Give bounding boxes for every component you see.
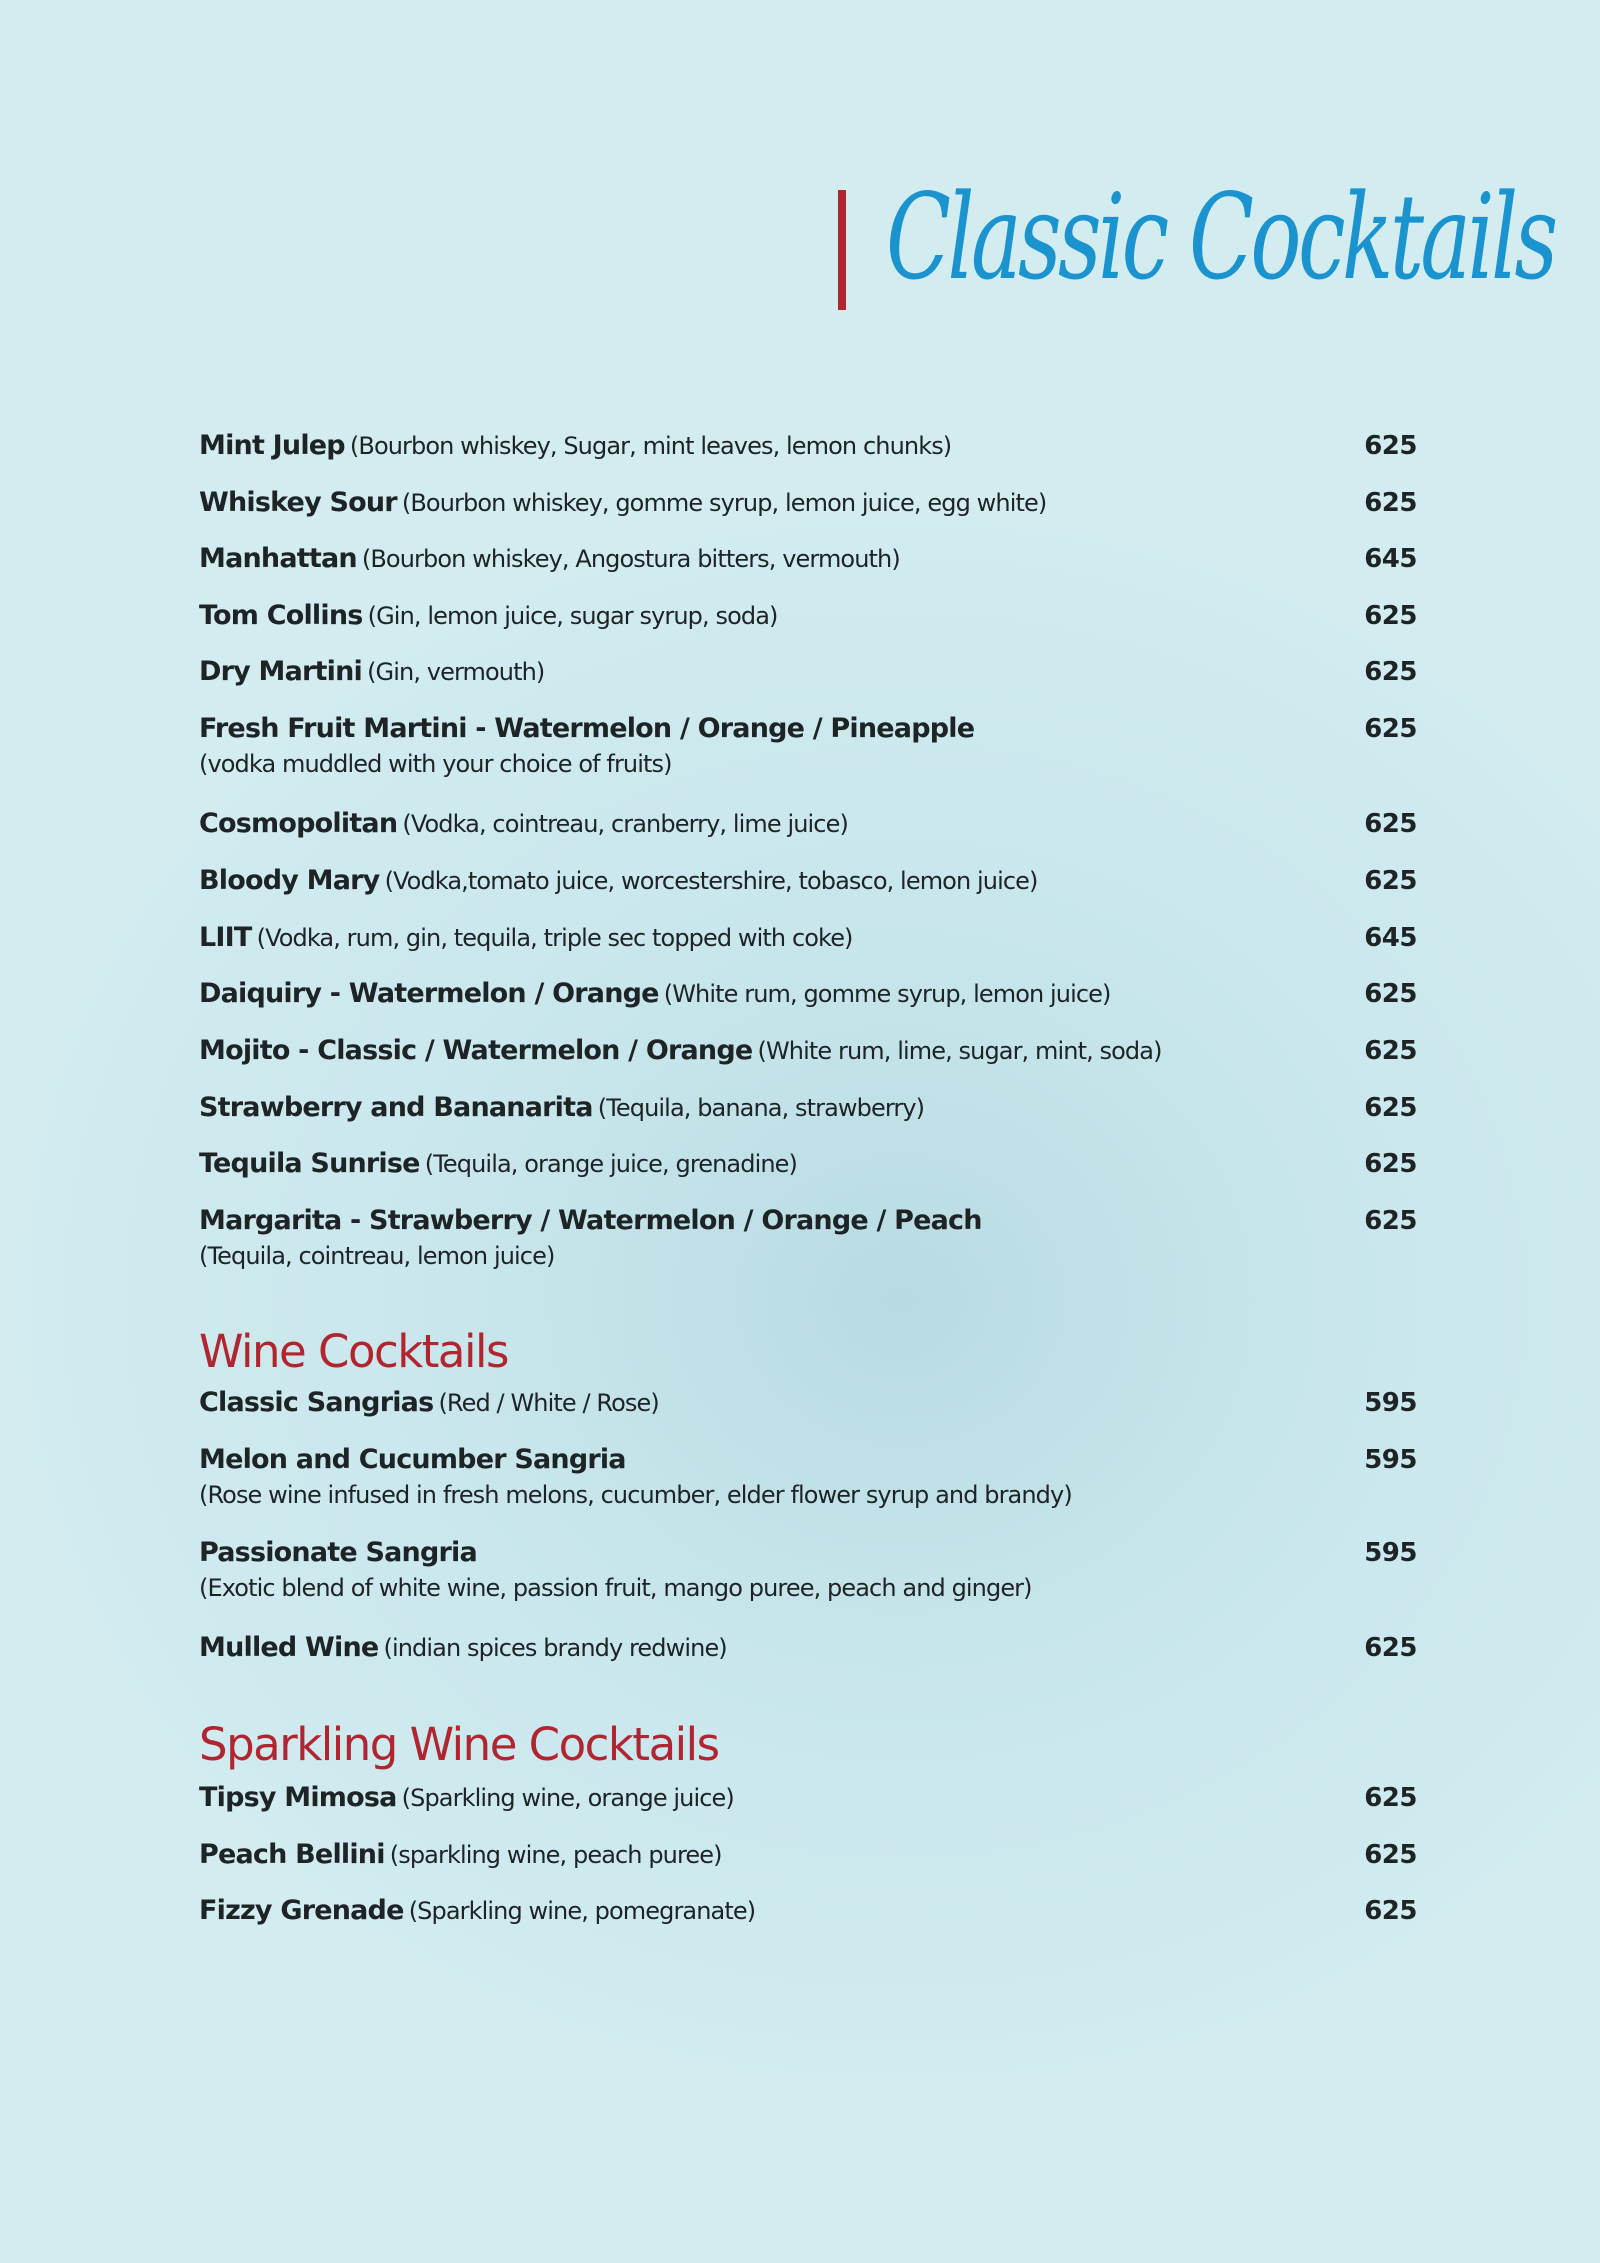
menu-item-description: (Gin, lemon juice, sugar syrup, soda) [367,602,778,630]
menu-item-text [199,543,900,574]
menu-item-description: (Sparkling wine, orange juice) [401,1784,734,1812]
menu-item-price: 595 [1364,1445,1417,1475]
menu-item-description: (Vodka,tomato juice, worcestershire, tobasco, lemon juice) [384,867,1038,895]
menu-item-price: 625 [1364,431,1417,461]
menu-item-name: Tom Collins [199,600,363,631]
menu-item-name: Strawberry and Bananarita [199,1092,593,1123]
menu-item-text [199,600,777,631]
menu-item [199,1035,1417,1066]
page-title: Classic Cocktails [886,168,1555,306]
menu-item-price: 625 [1364,1036,1417,1066]
menu-item [199,1444,1417,1509]
menu-item [199,1782,1417,1813]
menu-item-price: 625 [1364,714,1417,744]
menu-item-name: Whiskey Sour [199,487,397,518]
menu-item [199,1092,1417,1123]
menu-item-name: Mojito - Classic / Watermelon / Orange [199,1035,753,1066]
menu-item-description: (White rum, lime, sugar, mint, soda) [757,1037,1162,1065]
menu-item [199,1205,1417,1270]
menu-item-description: (sparkling wine, peach puree) [389,1841,722,1869]
menu-item-description: (Gin, vermouth) [367,658,545,686]
menu-item-description: (Tequila, banana, strawberry) [597,1094,925,1122]
menu-item [199,1839,1417,1870]
menu-item-text [199,1148,797,1179]
menu-item-price: 595 [1364,1538,1417,1568]
menu-item [199,1632,1417,1663]
menu-item-price: 625 [1364,1633,1417,1663]
menu-item-text [199,1444,626,1475]
menu-item-price: 625 [1364,601,1417,631]
menu-item [199,1537,1417,1602]
menu-item-text [199,1632,727,1663]
menu-item-name: Dry Martini [199,656,362,687]
page-header [838,168,1555,315]
menu-item-description: (Sparkling wine, pomegranate) [408,1897,756,1925]
menu-item [199,978,1417,1009]
menu-item-text [199,487,1046,518]
menu-item [199,865,1417,896]
menu-item [199,1387,1417,1418]
menu-item [199,713,1417,778]
menu-item-name: Mint Julep [199,430,345,461]
menu-item-text [199,1782,734,1813]
menu-item-price: 625 [1364,1149,1417,1179]
menu-item-name: Tequila Sunrise [199,1148,420,1179]
menu-item-name: Classic Sangrias [199,1387,434,1418]
menu-item-name: Peach Bellini [199,1839,385,1870]
menu-item [199,656,1417,687]
menu-item-text [199,808,848,839]
menu-item-name: LIIT [199,922,252,953]
menu-item [199,1148,1417,1179]
menu-item-description: (Vodka, cointreau, cranberry, lime juice) [402,810,848,838]
menu-item [199,430,1417,461]
menu-item-name: Cosmopolitan [199,808,398,839]
menu-item-price: 625 [1364,1783,1417,1813]
title-accent-bar [838,190,846,310]
menu-item-description: (Exotic blend of white wine, passion fruit, mango puree, peach and ginger) [199,1574,1032,1602]
menu-item-description: (Bourbon whiskey, gomme syrup, lemon juice, egg white) [401,489,1047,517]
menu-item-name: Daiquiry - Watermelon / Orange [199,978,659,1009]
menu-item-text [199,1387,659,1418]
menu-item-text [199,1092,924,1123]
menu-item-price: 645 [1364,544,1417,574]
menu-item [199,600,1417,631]
menu-item-description: (Rose wine infused in fresh melons, cucumber, elder flower syrup and brandy) [199,1481,1072,1509]
menu-item-price: 625 [1364,979,1417,1009]
menu-item-text [199,713,974,744]
menu-item-name: Mulled Wine [199,1632,379,1663]
menu-item-text [199,1839,722,1870]
menu-item-price: 625 [1364,1896,1417,1926]
menu-item-price: 625 [1364,1840,1417,1870]
menu-item [199,1895,1417,1926]
menu-item-text [199,922,853,953]
menu-item-name: Manhattan [199,543,357,574]
menu-item [199,808,1417,839]
menu-item-description: (Bourbon whiskey, Angostura bitters, vermouth) [361,545,900,573]
menu-item-text [199,1537,477,1568]
menu-item-name: Fresh Fruit Martini - Watermelon / Orange / Pineapple [199,713,975,744]
menu-item-name: Passionate Sangria [199,1537,477,1568]
section-heading: Wine Cocktails [199,1325,508,1378]
menu-item-text [199,656,544,687]
menu-item-price: 625 [1364,866,1417,896]
menu-item-name: Bloody Mary [199,865,380,896]
menu-item-text [199,978,1111,1009]
menu-item-description: (Tequila, cointreau, lemon juice) [199,1242,555,1270]
menu-item-description: (Tequila, orange juice, grenadine) [424,1150,797,1178]
menu-item-description: (Vodka, rum, gin, tequila, triple sec topped with coke) [256,924,853,952]
menu-item-price: 625 [1364,1093,1417,1123]
menu-item-name: Fizzy Grenade [199,1895,404,1926]
menu-item-description: (Bourbon whiskey, Sugar, mint leaves, lemon chunks) [349,432,952,460]
menu-item-price: 625 [1364,488,1417,518]
menu-item [199,543,1417,574]
menu-item-name: Margarita - Strawberry / Watermelon / Orange / Peach [199,1205,982,1236]
menu-item-name: Melon and Cucumber Sangria [199,1444,626,1475]
menu-item-name: Tipsy Mimosa [199,1782,397,1813]
menu-item-description: (White rum, gomme syrup, lemon juice) [663,980,1111,1008]
menu-item-description: (vodka muddled with your choice of fruits) [199,750,672,778]
section-heading: Sparkling Wine Cocktails [199,1718,719,1771]
menu-item-text [199,1205,982,1236]
menu-item-text [199,430,951,461]
menu-item-text [199,1895,755,1926]
menu-item-price: 625 [1364,657,1417,687]
menu-item [199,487,1417,518]
menu-item-text [199,1035,1162,1066]
menu-item-price: 625 [1364,809,1417,839]
menu-item-price: 645 [1364,923,1417,953]
menu-item-description: (Red / White / Rose) [438,1389,659,1417]
menu-item [199,922,1417,953]
menu-item-text [199,865,1037,896]
menu-item-description: (indian spices brandy redwine) [383,1634,727,1662]
menu-item-price: 595 [1364,1388,1417,1418]
menu-item-price: 625 [1364,1206,1417,1236]
